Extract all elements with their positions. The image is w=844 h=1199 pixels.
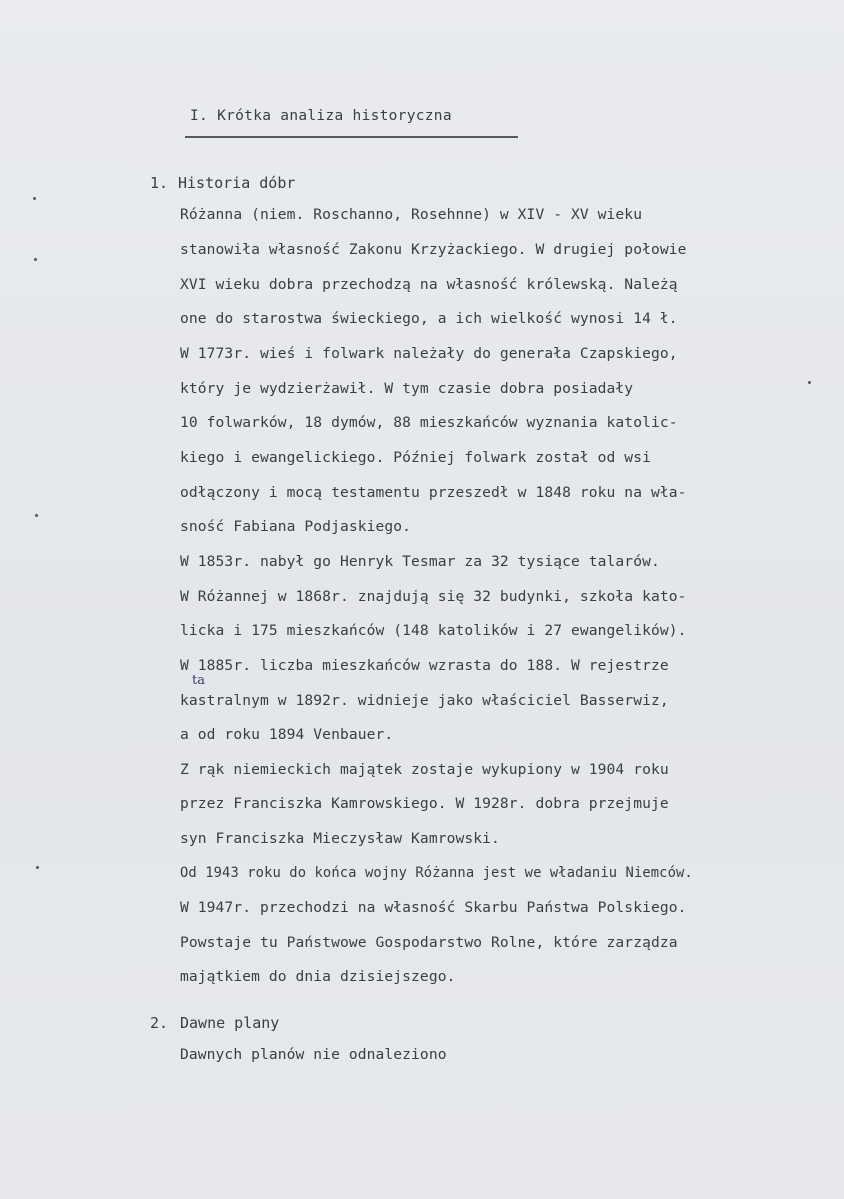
text-line: przez Franciszka Kamrowskiego. W 1928r. dobra przejmuje xyxy=(180,795,669,812)
text-line: odłączony i mocą testamentu przeszedł w 1848 roku na wła- xyxy=(180,484,687,501)
text-line: XVI wieku dobra przechodzą na własność królewską. Należą xyxy=(180,276,678,293)
text-line: W 1853r. nabył go Henryk Tesmar za 32 tysiące talarów. xyxy=(180,553,660,570)
section-number: 2. xyxy=(150,1014,169,1032)
heading-underline xyxy=(185,136,518,138)
text-line: Dawnych planów nie odnaleziono xyxy=(180,1046,447,1063)
paper-speck xyxy=(808,381,811,384)
text-line: W 1773r. wieś i folwark należały do generała Czapskiego, xyxy=(180,345,678,362)
paper-speck xyxy=(35,514,38,517)
section-title: Historia dóbr xyxy=(178,174,296,192)
text-line: one do starostwa świeckiego, a ich wielkość wynosi 14 ł. xyxy=(180,310,678,327)
text-line: 10 folwarków, 18 dymów, 88 mieszkańców wyznania katolic- xyxy=(180,414,678,431)
handwritten-insert: ta xyxy=(192,673,205,688)
page-heading: I. Krótka analiza historyczna xyxy=(190,108,452,124)
section-title: Dawne plany xyxy=(180,1014,280,1032)
text-line: kiego i ewangelickiego. Później folwark został od wsi xyxy=(180,449,651,466)
text-line: który je wydzierżawił. W tym czasie dobra posiadały xyxy=(180,380,634,397)
text-line: W 1885r. liczba mieszkańców wzrasta do 188. W rejestrze xyxy=(180,657,669,674)
paper-speck xyxy=(36,866,39,869)
text-line: syn Franciszka Mieczysław Kamrowski. xyxy=(180,830,500,847)
text-line: stanowiła własność Zakonu Krzyżackiego. W drugiej połowie xyxy=(180,241,687,258)
text-line: licka i 175 mieszkańców (148 katolików i 27 ewangelików). xyxy=(180,622,687,639)
text-line: Od 1943 roku do końca wojny Różanna jest we władaniu Niemców. xyxy=(180,865,693,881)
text-line: Z rąk niemieckich majątek zostaje wykupiony w 1904 roku xyxy=(180,761,669,778)
text-line: W Różannej w 1868r. znajdują się 32 budynki, szkoła kato- xyxy=(180,588,687,605)
text-line: Powstaje tu Państwowe Gospodarstwo Rolne, które zarządza xyxy=(180,934,678,951)
paper-speck xyxy=(34,258,37,261)
text-line: a od roku 1894 Venbauer. xyxy=(180,726,394,743)
text-line: Różanna (niem. Roschanno, Rosehnne) w XIV - XV wieku xyxy=(180,206,643,223)
section-number: 1. xyxy=(150,174,169,192)
text-line: sność Fabiana Podjaskiego. xyxy=(180,518,412,535)
text-line: majątkiem do dnia dzisiejszego. xyxy=(180,968,456,985)
text-line: kastralnym w 1892r. widnieje jako właściciel Basserwiz, xyxy=(180,692,669,709)
paper-speck xyxy=(33,197,36,200)
text-line: W 1947r. przechodzi na własność Skarbu Państwa Polskiego. xyxy=(180,899,687,916)
